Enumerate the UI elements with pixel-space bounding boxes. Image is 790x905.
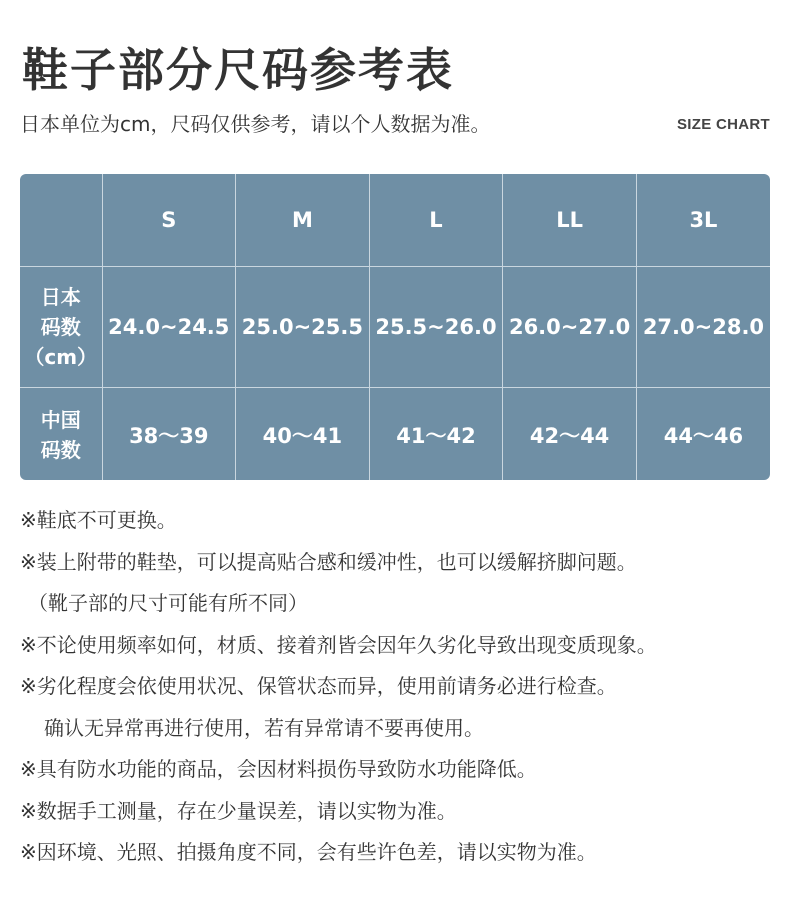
note-item: ※装上附带的鞋垫，可以提高贴合感和缓冲性，也可以缓解挤脚问题。 (20, 549, 637, 574)
column-header-s: S (102, 174, 236, 267)
table-cell: 40～41 (236, 388, 370, 481)
corner-cell (20, 174, 102, 267)
page-title: 鞋子部分尺码参考表 (22, 43, 454, 97)
table-cell: 38～39 (102, 388, 236, 481)
note-item: （靴子部的尺寸可能有所不同） (28, 591, 308, 615)
note-item: ※因环境、光照、拍摄角度不同，会有些许色差，请以实物为准。 (20, 840, 597, 864)
size-table (20, 174, 770, 480)
row-label-line: （cm） (24, 345, 98, 369)
note-item: ※劣化程度会依使用状况、保管状态而异，使用前请务必进行检查。 (20, 674, 617, 698)
size-chart-label: SIZE CHART (677, 116, 770, 133)
page-subtitle: 日本单位为cm，尺码仅供参考，请以个人数据为准。 (20, 112, 491, 136)
table-cell: 42～44 (503, 388, 637, 481)
note-item: ※不论使用频率如何，材质、接着剂皆会因年久劣化导致出现变质现象。 (20, 632, 657, 657)
row-label-line: 日本 (40, 285, 81, 309)
column-header-l: L (369, 174, 503, 267)
notes-list (20, 500, 785, 874)
table-cell: 24.0~24.5 (102, 267, 236, 388)
note-item: 确认无异常再进行使用，若有异常请不要再使用。 (44, 715, 484, 740)
note-item: ※鞋底不可更换。 (20, 508, 177, 532)
table-cell: 25.0~25.5 (236, 267, 370, 388)
row-label-line: 码数 (40, 315, 81, 339)
note-item: ※数据手工测量，存在少量误差，请以实物为准。 (20, 798, 457, 823)
row-label-china-size (20, 388, 102, 481)
column-header-3l: 3L (636, 174, 770, 267)
table-cell: 44～46 (663, 423, 744, 448)
row-label-line: 码数 (40, 437, 81, 462)
table-cell: 26.0~27.0 (503, 267, 637, 388)
row-label-line: 中国 (40, 407, 81, 432)
table-row-china-size (20, 388, 770, 481)
table-row-japan-size (20, 267, 770, 388)
note-item: ※具有防水功能的商品，会因材料损伤导致防水功能降低。 (20, 757, 537, 781)
table-header-row (20, 174, 770, 267)
column-header-ll: LL (503, 174, 637, 267)
table-cell: 25.5~26.0 (369, 267, 503, 388)
row-label-japan-size (20, 267, 102, 388)
table-cell: 41～42 (369, 388, 503, 481)
table-cell: 27.0~28.0 (636, 267, 770, 388)
column-header-m: M (236, 174, 370, 267)
